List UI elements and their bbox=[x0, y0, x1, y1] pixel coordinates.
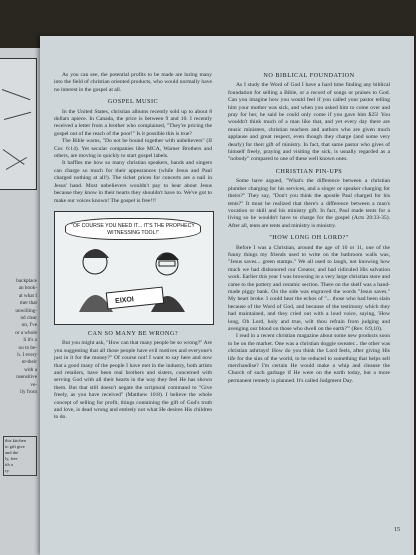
music-paragraph-1: In the United States, christian albums recently sold up to about 8 dollars apiece. In Canada, the price is between 9 and 10. I recently received a letter from a brother who complained, "They're pricing the gospel out of the reach of the poor!" Is it possible this is true? bbox=[54, 108, 212, 137]
left-page-fragment: on, I've bbox=[21, 322, 37, 329]
left-page-box-line: this kitchen bbox=[5, 438, 26, 443]
left-page-fragment: lly from bbox=[20, 389, 37, 395]
left-page-box-line: and the bbox=[5, 450, 19, 455]
left-page-fragment: at what I bbox=[18, 292, 37, 299]
music-paragraph-2: The Bible warns, "Do not be bound together with unbelievers" (II Cor. 6:14). Yet secular companies like MCA, Warner Brothers and others, are moving in quickly to start gospel labels. bbox=[54, 138, 212, 160]
pinups-paragraph-1: Some have argued, "What's the difference between a christian plumber charging for his services, and a singer or speaker charging for theirs?" They say, "Don't you think the apostle Paul charged for his tents?" It must be realized that there's a difference between a man's vocation or skill and his ministry gift. In fact, Paul made tents for a living so he wouldn't have to charge for the gospel (Acts 20:33-35). After all, tents are tents and ministry is ministry. bbox=[228, 178, 390, 229]
foundation-paragraph-1: As I study the Word of God I have a hard time finding any biblical foundation for selling a Bible, or a record of songs or praises to God. Can you imagine how you would feel if you called your pastor telling him your mother was sick, and when you asked him to come over and pray for her, he said he could only come if you gave him $25! You wouldn't think much of a man like that, and yet every day there are music ministers, christian teachers and authors who are given much applause and great respect, even though they charge (and some very dearly) for their gift of ministry. In fact, that same pastor who gives of himself freely, praying and visiting the sick, is usually regarded as a "nobody" compared to one of these well known ones. bbox=[228, 82, 390, 163]
magazine-page bbox=[40, 36, 414, 555]
left-page-fragment: ou to be- bbox=[18, 344, 37, 351]
music-paragraph-3: It baffles me how so many christian speakers, bands and singers can charge so much for their appearances (while Jesus and Paul charged nothing at all!). The ticket prices for concerts are a nail in Jesus' hand. Most unbelievers wouldn't pay to hear about Jesus because they know in their hearts they shouldn't have to. We've got to make our voices known! The gospel is free!!! bbox=[54, 160, 212, 204]
cartoon-speech-bubble: "OF COURSE YOU NEED IT... IT'S THE PROPHECY WITNESSING TOOL!" bbox=[65, 218, 201, 240]
cartoon-illustration bbox=[54, 211, 214, 325]
wrong-paragraph-1: But you might ask, "How can that many people be so wrong?" Are you suggesting that all those people have evil motives and everyone's just in it for the money?" Of course not! I want to say here and now that a good many of the people I have met in the industry, both artists and retailers, have been real brothers and sisters, concerned with serving God with all their hearts in the way they feel He has shown them. But that still doesn't negate the scriptural command to "Give freely, as you have received" (Matthew 10:8). I believe the whole concept of selling for profit, things containing the gift of God's truth and love, is dead wrong and entirely not what He desires His children to do. bbox=[54, 340, 212, 421]
heading-how-long-oh-lord: "HOW LONG OH LORD?" bbox=[269, 234, 349, 242]
cartoon-drawing bbox=[55, 212, 213, 324]
left-page-fragment: nt-their bbox=[21, 359, 37, 366]
left-page-fragment: nsensitive bbox=[16, 374, 37, 381]
left-column bbox=[54, 72, 212, 422]
heading-christian-pin-ups: CHRISTIAN PIN-UPS bbox=[275, 167, 343, 175]
left-page-fragment: an book- bbox=[18, 285, 37, 292]
left-page-box-line: ry. bbox=[5, 468, 10, 473]
left-page-box-line: to gift give bbox=[5, 444, 25, 449]
heading-gospel-music: GOSPEL MUSIC bbox=[107, 98, 159, 106]
page-number: 15 bbox=[394, 527, 400, 533]
left-page-fragment: h. I every bbox=[17, 352, 37, 358]
left-page-fragment: nd clear bbox=[20, 315, 37, 321]
left-page-fragment: li it's a bbox=[23, 337, 37, 344]
left-page-fragment: or a whole bbox=[15, 329, 37, 336]
long-paragraph-1: Before I was a Christian, around the age of 10 or 11, one of the funny things my friends used to write on the bathroom walls was, "Jesus saves... green stamps." We all used to laugh, not knowing how much we had dishonored our Creator, and had ridiculed His salvation work. Earlier this year I was browsing in a very large christian store and came to the pottery and ceramic section. There on the shelf was a hand-made piggy bank. On the side was engraved the words "Jesus saves." My heart broke. I could hear the echos of "... those who had been slain because of the Word of God, and because of the testimony which they had maintained, and they cried out with a loud voice, saying, 'How long, Oh Lord, holy and true, wilt thou refrain from judging and avenging our blood on those who dwell on the earth?'" (Rev. 6:9,10). bbox=[228, 244, 390, 332]
left-page-box-line: ly, free bbox=[5, 456, 18, 461]
left-page-fragment: ve- bbox=[30, 381, 37, 388]
left-page-box-line: ith a bbox=[5, 462, 13, 467]
heading-can-so-many-be-wrong: CAN SO MANY BE WRONG? bbox=[87, 329, 179, 337]
left-page-edge bbox=[0, 48, 41, 555]
intro-paragraph: As you can see, the potential profits to be made are luring many into the field of christian oriented products, who would normally have no interest in the gospel at all. bbox=[54, 72, 212, 93]
long-paragraph-2: I read in a recent christian magazine about some new products soon to be on the market. One was a christian doggie sweater... the other was christian ashtrays! How do you think the Lord feels, after giving His life for the sins of the world, to be reduced to something that helps sell merchandise? I'm certain He would make a whip and cleanse the Church of such garbage if He were on the earth today, but a more permanent remedy is planned. It's called Judgment Day. bbox=[228, 333, 390, 384]
heading-no-biblical-foundation: NO BIBLICAL FOUNDATION bbox=[263, 72, 355, 79]
left-page-fragment: with a bbox=[24, 366, 37, 373]
left-page-fragment: mer that bbox=[19, 300, 37, 307]
left-page-fragment: backplace bbox=[16, 278, 37, 284]
left-page-illustration bbox=[0, 58, 37, 190]
left-page-boxed-note bbox=[3, 436, 37, 476]
svg-text:EIXOI: EIXOI bbox=[114, 296, 135, 305]
left-page-fragment: unwilling- bbox=[15, 307, 37, 314]
right-column bbox=[228, 72, 390, 385]
